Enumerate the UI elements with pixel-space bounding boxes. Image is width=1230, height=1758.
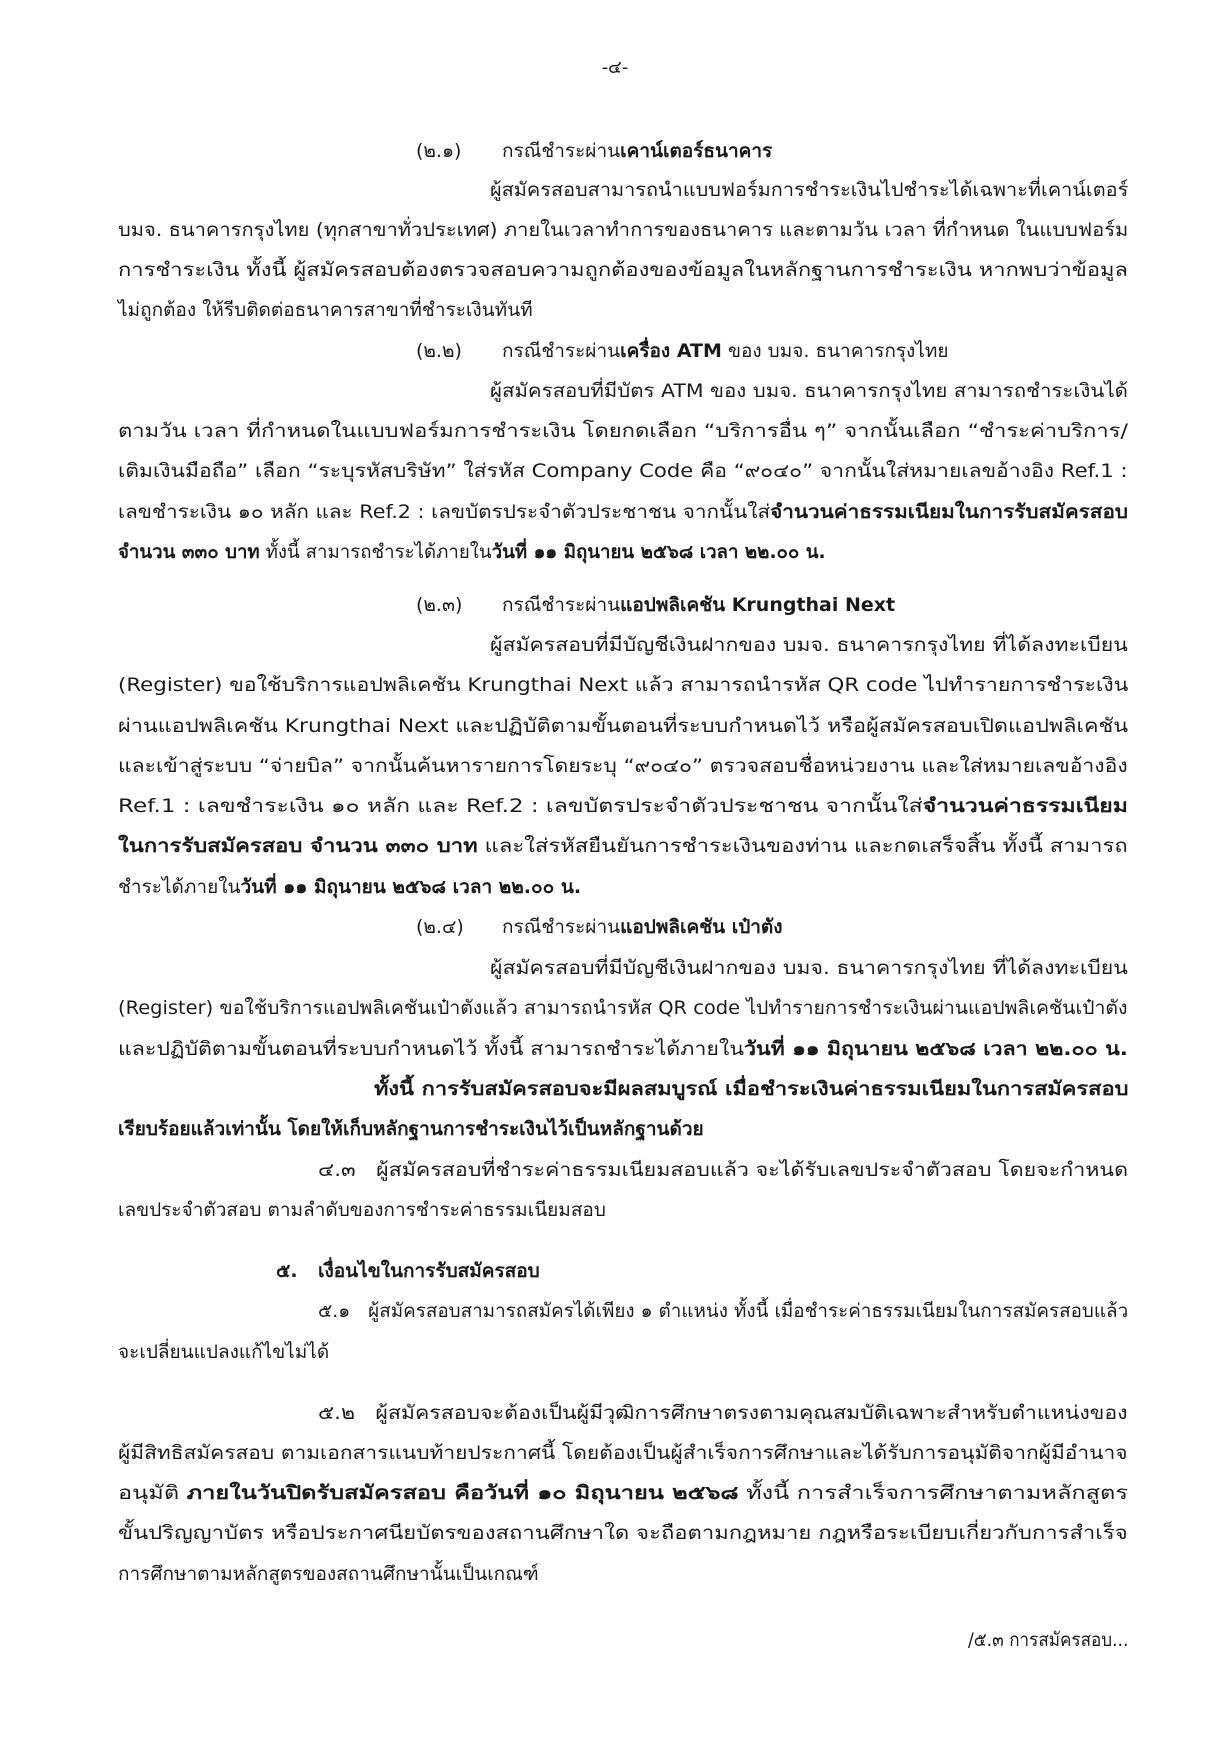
text: เติมเงินมือถือ” เลือก “ระบุรหัสบริษัท” ใส่รหัส Company Code คือ “๙๐๔๐” จากนั้นใส่หมายเลขอ้างอิง Ref.1 : (118, 460, 1128, 482)
sec-5-title: เงื่อนไขในการรับสมัครสอบ (318, 1260, 540, 1282)
sec-2-2-line-1 (490, 376, 1128, 406)
page-number: -๔- (601, 57, 629, 78)
sec-2-2-heading (502, 336, 949, 366)
text: กรณีชำระผ่าน (502, 140, 621, 162)
text: เลขประจำตัวสอบ ตามลำดับของการชำระค่าธรรมเนียมสอบ (118, 1199, 606, 1221)
text: ขั้นปริญญาบัตร หรือประกาศนียบัตรของสถานศึกษาใด จะถือตามกฎหมาย กฎหรือระเบียบเกี่ยวกับการสำเร็จ (118, 1522, 1128, 1544)
sec-5-2-line-4 (118, 1518, 1128, 1548)
sec-2-1-heading (502, 136, 772, 166)
bold-text: วันที่ ๑๑ มิถุนายน ๒๕๖๘ เวลา ๒๒.๐๐ น. (491, 541, 826, 563)
sec-2-4-line-2 (118, 993, 1127, 1023)
text: และเข้าสู่ระบบ “จ่ายบิล” จากนั้นค้นหารายการโดยระบุ “๙๐๔๐” ตรวจสอบชื่อหน่วยงาน และใส่หมายเลขอ้างอิง (118, 755, 1128, 777)
bold-text: จำนวนค่าธรรมเนียม (922, 795, 1128, 817)
text: เลขชำระเงิน ๑๐ หลัก และ Ref.2 : เลขบัตรประจำตัวประชาชน จากนั้นใส่ (118, 501, 771, 523)
bold-text: แอปพลิเคชัน Krungthai Next (620, 594, 896, 616)
text: (Register) ขอใช้บริการแอปพลิเคชันเป๋าตังแล้ว สามารถนำรหัส QR code ไปทำรายการชำระเงินผ่านแอปพลิเคชันเป๋าตัง (118, 997, 1128, 1019)
sec-2-3-line-4 (118, 751, 1128, 781)
sec-2-4-line-3 (118, 1034, 1128, 1064)
sec-2-3-heading (502, 590, 895, 620)
text: ผู้สมัครสอบที่มีบัญชีเงินฝากของ บมจ. ธนาคารกรุงไทย ที่ได้ลงทะเบียน (490, 957, 1128, 979)
bold-text: เครื่อง ATM (620, 340, 722, 362)
text: กรณีชำระผ่าน (502, 340, 621, 362)
bold-text: เรียบร้อยแล้วเท่านั้น โดยให้เก็บหลักฐานการชำระเงินไว้เป็นหลักฐานด้วย (118, 1118, 704, 1140)
sec-2-1-line-2 (118, 215, 1128, 245)
text: ๕.๑ ผู้สมัครสอบสามารถสมัครได้เพียง ๑ ตำแหน่ง ทั้งนี้ เมื่อชำระค่าธรรมเนียมในการสมัครสอบแล้ว (318, 1300, 1129, 1322)
sec-5-2-line-5 (118, 1559, 539, 1589)
text: ตามวัน เวลา ที่กำหนดในแบบฟอร์มการชำระเงิน โดยกดเลือก “บริการอื่น ๆ” จากนั้นเลือก “ชำระค่าบริการ/ (118, 420, 1128, 442)
sec-2-3-line-1 (490, 630, 1128, 660)
text: ทั้งนี้ การสำเร็จการศึกษาตามหลักสูตร (738, 1482, 1129, 1504)
sec-2-3-line-2 (118, 670, 1128, 700)
text: และปฏิบัติตามขั้นตอนที่ระบบกำหนดไว้ ทั้งนี้ สามารถชำระได้ภายใน (118, 1038, 745, 1060)
sec-4-3-line-1 (318, 1155, 1128, 1185)
text: จะเปลี่ยนแปลงแก้ไขไม่ได้ (118, 1341, 330, 1363)
sec-2-1-number: (๒.๑) (416, 140, 462, 162)
sec-5-number: ๕. (276, 1260, 298, 1282)
bold-text: เคาน์เตอร์ธนาคาร (620, 140, 773, 162)
sec-2-2-line-5 (118, 537, 826, 567)
sec-2-4-heading (502, 912, 783, 942)
text: ผู้สมัครสอบสามารถนำแบบฟอร์มการชำระเงินไปชำระได้เฉพาะที่เคาน์เตอร์ (490, 179, 1129, 201)
completion-note-line-2 (118, 1114, 704, 1144)
sec-2-2-number: (๒.๒) (416, 340, 462, 362)
sec-2-3-line-3 (118, 711, 1128, 741)
sec-2-3-line-5 (118, 791, 1128, 821)
text: กรณีชำระผ่าน (502, 594, 621, 616)
sec-2-2-line-3 (118, 456, 1128, 486)
text: บมจ. ธนาคารกรุงไทย (ทุกสาขาทั่วประเทศ) ภายในเวลาทำการของธนาคาร และตามวัน เวลา ที่กำหนด ในแบบฟอร์ม (118, 219, 1129, 241)
sec-5-2-line-3 (118, 1478, 1128, 1508)
text: ทั้งนี้ สามารถชำระได้ภายใน (259, 541, 492, 563)
sec-2-2-line-4 (118, 497, 1128, 527)
text: (Register) ขอใช้บริการแอปพลิเคชัน Krungthai Next แล้ว สามารถนำรหัส QR code ไปทำรายการชำระเงิน (118, 674, 1129, 696)
text: อนุมัติ (118, 1482, 187, 1504)
bold-text: วันที่ ๑๑ มิถุนายน ๒๕๖๘ เวลา ๒๒.๐๐ น. (744, 1038, 1128, 1060)
sec-5-1-line-1 (318, 1296, 1128, 1326)
sec-5-1-line-2 (118, 1337, 329, 1367)
bold-text: ภายในวันปิดรับสมัครสอบ คือวันที่ ๑๐ มิถุนายน ๒๕๖๘ (186, 1482, 739, 1504)
bold-text: จำนวนค่าธรรมเนียมในการรับสมัครสอบ (770, 501, 1129, 523)
sec-2-3-line-6 (118, 831, 1128, 861)
text: Ref.1 : เลขชำระเงิน ๑๐ หลัก และ Ref.2 : เลขบัตรประจำตัวประชาชน จากนั้นใส่ (118, 795, 923, 817)
bold-text: จำนวน ๓๓๐ บาท (118, 541, 260, 563)
text: การศึกษาตามหลักสูตรของสถานศึกษานั้นเป็นเกณฑ์ (118, 1563, 539, 1585)
text: และใส่รหัสยืนยันการชำระเงินของท่าน และกดเสร็จสิ้น ทั้งนี้ สามารถ (477, 835, 1128, 857)
text: ผ่านแอปพลิเคชัน Krungthai Next และปฏิบัติตามขั้นตอนที่ระบบกำหนดไว้ หรือผู้สมัครสอบเปิดแอปพลิเคชัน (118, 715, 1129, 737)
bold-text: ในการรับสมัครสอบ จำนวน ๓๓๐ บาท (118, 835, 478, 857)
completion-note-line-1 (374, 1074, 1128, 1104)
sec-2-4-line-1 (490, 953, 1128, 983)
footer-continuation: /๕.๓ การสมัครสอบ... (968, 1629, 1129, 1651)
text: ของ บมจ. ธนาคารกรุงไทย (721, 340, 949, 362)
text: ไม่ถูกต้อง ให้รีบติดต่อธนาคารสาขาที่ชำระเงินทันที (118, 299, 533, 321)
sec-4-3-line-2 (118, 1195, 606, 1225)
text: ผู้สมัครสอบที่มีบัตร ATM ของ บมจ. ธนาคารกรุงไทย สามารถชำระเงินได้ (490, 380, 1128, 402)
bold-text: วันที่ ๑๑ มิถุนายน ๒๕๖๘ เวลา ๒๒.๐๐ น. (240, 876, 582, 898)
text: ๕.๒ ผู้สมัครสอบจะต้องเป็นผู้มีวุฒิการศึกษาตรงตามคุณสมบัติเฉพาะสำหรับตำแหน่งของ (318, 1402, 1128, 1424)
bold-text: ทั้งนี้ การรับสมัครสอบจะมีผลสมบูรณ์ เมื่อชำระเงินค่าธรรมเนียมในการสมัครสอบ (374, 1078, 1129, 1100)
bold-text: แอปพลิเคชัน เป๋าตัง (620, 916, 783, 938)
sec-2-1-line-4 (118, 295, 533, 325)
sec-2-1-line-1 (490, 175, 1128, 205)
text: ชำระได้ภายใน (118, 876, 241, 898)
text: ๔.๓ ผู้สมัครสอบที่ชำระค่าธรรมเนียมสอบแล้ว จะได้รับเลขประจำตัวสอบ โดยจะกำหนด (318, 1159, 1129, 1181)
sec-2-3-number: (๒.๓) (416, 594, 463, 616)
sec-2-2-line-2 (118, 416, 1128, 446)
sec-5-2-line-1 (318, 1398, 1128, 1428)
sec-2-4-number: (๒.๔) (416, 916, 464, 938)
sec-2-1-line-3 (118, 255, 1128, 285)
sec-5-2-line-2 (118, 1438, 1128, 1468)
text: ผู้มีสิทธิสมัครสอบ ตามเอกสารแนบท้ายประกาศนี้ โดยต้องเป็นผู้สำเร็จการศึกษาและได้รับการอนุมัติจากผู้มีอำนาจ (118, 1442, 1128, 1464)
text: ผู้สมัครสอบที่มีบัญชีเงินฝากของ บมจ. ธนาคารกรุงไทย ที่ได้ลงทะเบียน (490, 634, 1128, 656)
text: กรณีชำระผ่าน (502, 916, 621, 938)
sec-2-3-line-7 (118, 872, 581, 902)
text: การชำระเงิน ทั้งนี้ ผู้สมัครสอบต้องตรวจสอบความถูกต้องของข้อมูลในหลักฐานการชำระเงิน หากพบว่าข้อมูล (118, 259, 1128, 281)
